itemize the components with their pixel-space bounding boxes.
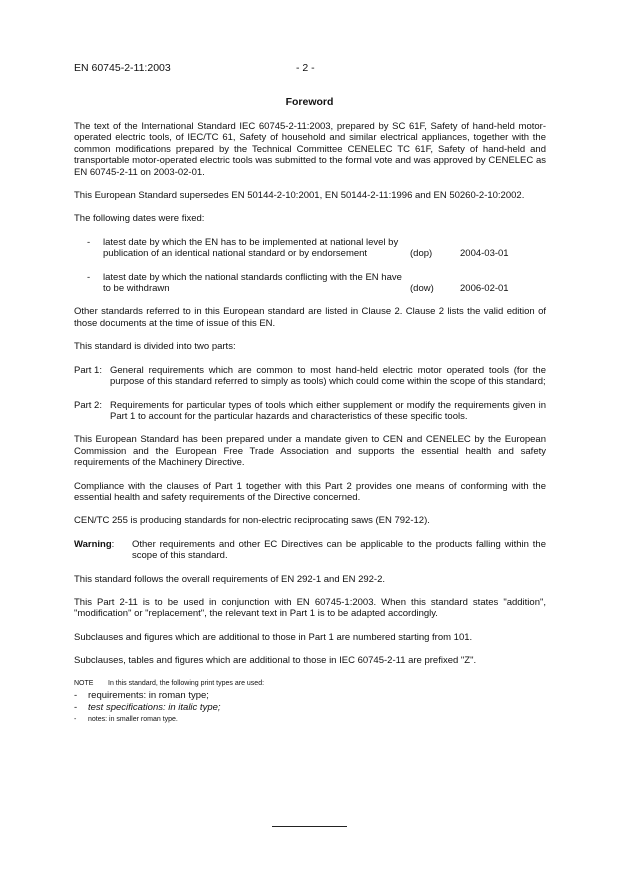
warning-label: Warning: xyxy=(74,538,115,550)
print-types-list xyxy=(74,690,546,725)
part-description: General requirements which are common to most hand-held electric motor operated tools (for the purpose of this standard referred to simply as tools) which could come within the scope of this standard; xyxy=(110,364,546,388)
paragraph-two-parts: This standard is divided into two parts: xyxy=(74,341,236,353)
list-item xyxy=(74,690,546,702)
date-item-dow xyxy=(87,272,546,295)
note-label: NOTE xyxy=(74,679,94,687)
paragraph-z-prefix: Subclauses, tables and figures which are additional to those in IEC 60745-2-11 are prefixed "Z". xyxy=(74,655,477,667)
part-1-item xyxy=(74,365,546,388)
document-id: EN 60745-2-11:2003 xyxy=(74,62,171,74)
list-dash: - xyxy=(74,689,78,701)
paragraph-supersedes: This European Standard supersedes EN 50144-2-10:2001, EN 50144-2-11:1996 and EN 50260-2-10:2002. xyxy=(74,190,525,202)
paragraph-conjunction: This Part 2-11 is to be used in conjunction with EN 60745-1:2003. When this standard states "addition", "modification" or "replacement", the relevant text in Part 1 is to be adapted accordingly. xyxy=(74,596,546,620)
part-label: Part 2: xyxy=(74,399,102,411)
list-dash: - xyxy=(87,271,91,283)
list-dash: - xyxy=(87,236,91,248)
dates-list xyxy=(87,237,546,295)
date-description: latest date by which the EN has to be implemented at national level by publication of an identical national standard or by endorsement xyxy=(103,236,399,260)
page-number: - 2 - xyxy=(296,62,315,74)
part-2-item xyxy=(74,400,546,423)
part-description: Requirements for particular types of tools which either supplement or modify the requirements given in Part 1 to account for the particular hazards and characteristics of these specific tools. xyxy=(110,399,546,422)
end-rule xyxy=(272,826,347,827)
print-type-small: notes: in smaller roman type. xyxy=(88,715,178,723)
print-type-roman: requirements: in roman type; xyxy=(88,689,209,701)
date-code: (dow) xyxy=(410,283,434,295)
paragraph-other-standards: Other standards referred to in this European standard are listed in Clause 2. Clause 2 lists the valid edition of those documents at the time of issue of this EN. xyxy=(74,306,546,329)
date-item-dop xyxy=(87,237,546,260)
paragraph-compliance: Compliance with the clauses of Part 1 together with this Part 2 provides one means of conforming with the essential health and safety requirements of the Directive concerned. xyxy=(74,480,546,503)
date-value: 2004-03-01 xyxy=(460,248,509,260)
paragraph-overall-requirements: This standard follows the overall requirements of EN 292-1 and EN 292-2. xyxy=(74,573,386,585)
part-label: Part 1: xyxy=(74,364,102,376)
foreword-title: Foreword xyxy=(285,96,334,108)
paragraph-approval: The text of the International Standard IEC 60745-2-11:2003, prepared by SC 61F, Safety of hand-held motor-operated electric tools, of IEC/TC 61, Safety of household and similar electrical appliances, together with the common modifications prepared by the Technical Committee CENELEC TC 61F, Safety of hand-held and transportable motor-operated electric tools was submitted to the formal vote and was approved by CENELEC as EN 60745-2-11 on 2003-02-01. xyxy=(74,121,546,178)
paragraph-numbering: Subclauses and figures which are additional to those in Part 1 are numbered starting from 101. xyxy=(74,631,473,643)
foreword-body xyxy=(74,121,546,725)
paragraph-dates-intro: The following dates were fixed: xyxy=(74,213,205,225)
list-item xyxy=(74,714,546,725)
date-description: latest date by which the national standards conflicting with the EN have to be withdrawn xyxy=(103,271,402,295)
note-header xyxy=(74,679,546,688)
warning-block xyxy=(74,539,546,562)
paragraph-mandate: This European Standard has been prepared under a mandate given to CEN and CENELEC by the European Commission and the European Free Trade Association and supports the essential health and safety requirements of the Machinery Directive. xyxy=(74,434,546,469)
date-code: (dop) xyxy=(410,248,433,260)
note-intro: In this standard, the following print types are used: xyxy=(108,679,265,687)
print-type-italic: test specifications: in italic type; xyxy=(88,701,221,713)
paragraph-cen-tc: CEN/TC 255 is producing standards for non-electric reciprocating saws (EN 792-12). xyxy=(74,515,430,527)
list-dash: - xyxy=(74,701,78,713)
note-block xyxy=(74,679,546,725)
list-dash: - xyxy=(74,715,77,723)
date-value: 2006-02-01 xyxy=(460,283,509,295)
warning-text: Other requirements and other EC Directives can be applicable to the products falling within the scope of this standard. xyxy=(132,538,546,562)
list-item xyxy=(74,702,546,714)
